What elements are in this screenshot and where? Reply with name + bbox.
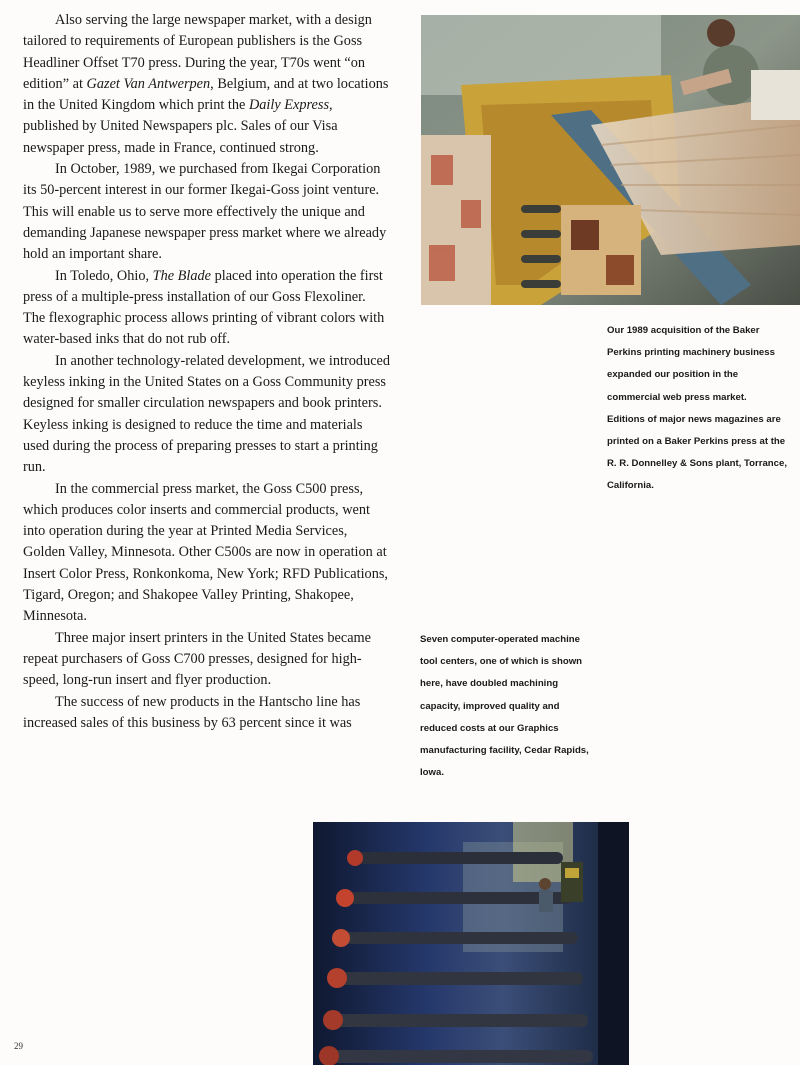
machine-tools-photo [313,822,629,1065]
text-run: placed into operation the first press of a multiple-press installation of our Goss Flexoliner. The flexographic process allows printing of vibrant colors with water-based inks that do not rub off. [23,267,385,348]
body-paragraph [23,10,391,159]
printing-press-photo [421,15,800,305]
italic-title: The Blade [152,267,211,284]
machine-tools-illustration [313,822,629,1065]
text-run: Also serving the large newspaper market, with a design tailored to requirements of European publishers is the Goss Headliner Offset T70 press. During the year, T70s went “on edition” at [23,12,372,92]
text-run: In Toledo, Ohio, [55,267,153,284]
body-paragraph [23,159,391,265]
body-paragraph [23,266,391,351]
text-run: , published by United Newspapers plc. Sales of our Visa newspaper press, made in France, continued strong. [23,97,338,156]
italic-title: Daily Express [248,97,330,114]
text-run: In the commercial press market, the Goss C500 press, which produces color inserts and commercial products, went into operation during the year at Printed Media Services, Golden Valley, Minnesota. Other C500s are now in operation at Insert Color Press, Ronkonkoma, New York; RFD Publications, Tigard, Oregon; and Shakopee Valley Printing, Shakopee, Minnesota. [23,480,388,625]
page-number: 29 [14,1041,23,1051]
text-run: , Belgium, and at two locations in the United Kingdom which print the [23,75,389,114]
text-run: In October, 1989, we purchased from Ikegai Corporation its 50-percent interest in our former Ikegai-Goss joint venture. This will enable us to serve more effectively the unique and demanding Japanese newspaper press market where we already hold an important share. [23,161,387,263]
text-run: Three major insert printers in the United States became repeat purchasers of Goss C700 presses, designed for high-speed, long-run insert and flyer production. [23,629,372,689]
body-paragraph [23,628,391,692]
body-paragraph [23,479,391,628]
body-paragraph [23,692,391,735]
text-run: The success of new products in the Hantscho line has increased sales of this business by 63 percent since it was [23,693,361,731]
italic-title: Gazet Van Antwerpen [86,75,211,92]
body-text-column [23,10,391,734]
body-paragraph [23,351,391,479]
printing-press-illustration [421,15,800,305]
text-run: In another technology-related development, we introduced keyless inking in the United States on a Goss Community press designed for smaller circulation newspapers and book printers. Keyless inking is designed to reduce the time and materials used during the process of preparing presses to start a printing run. [23,352,391,476]
tools-photo-caption: Seven computer-operated machine tool centers, one of which is shown here, have doubled machining capacity, improved quality and reduced costs at our Graphics manufacturing facility, Cedar Rapids, Iowa. [420,634,589,779]
press-photo-caption: Our 1989 acquisition of the Baker Perkins printing machinery business expanded our position in the commercial web press market. Editions of major news magazines are printed on a Baker Perkins press at the R. R. Donnelley & Sons plant, Torrance, California. [607,325,787,492]
